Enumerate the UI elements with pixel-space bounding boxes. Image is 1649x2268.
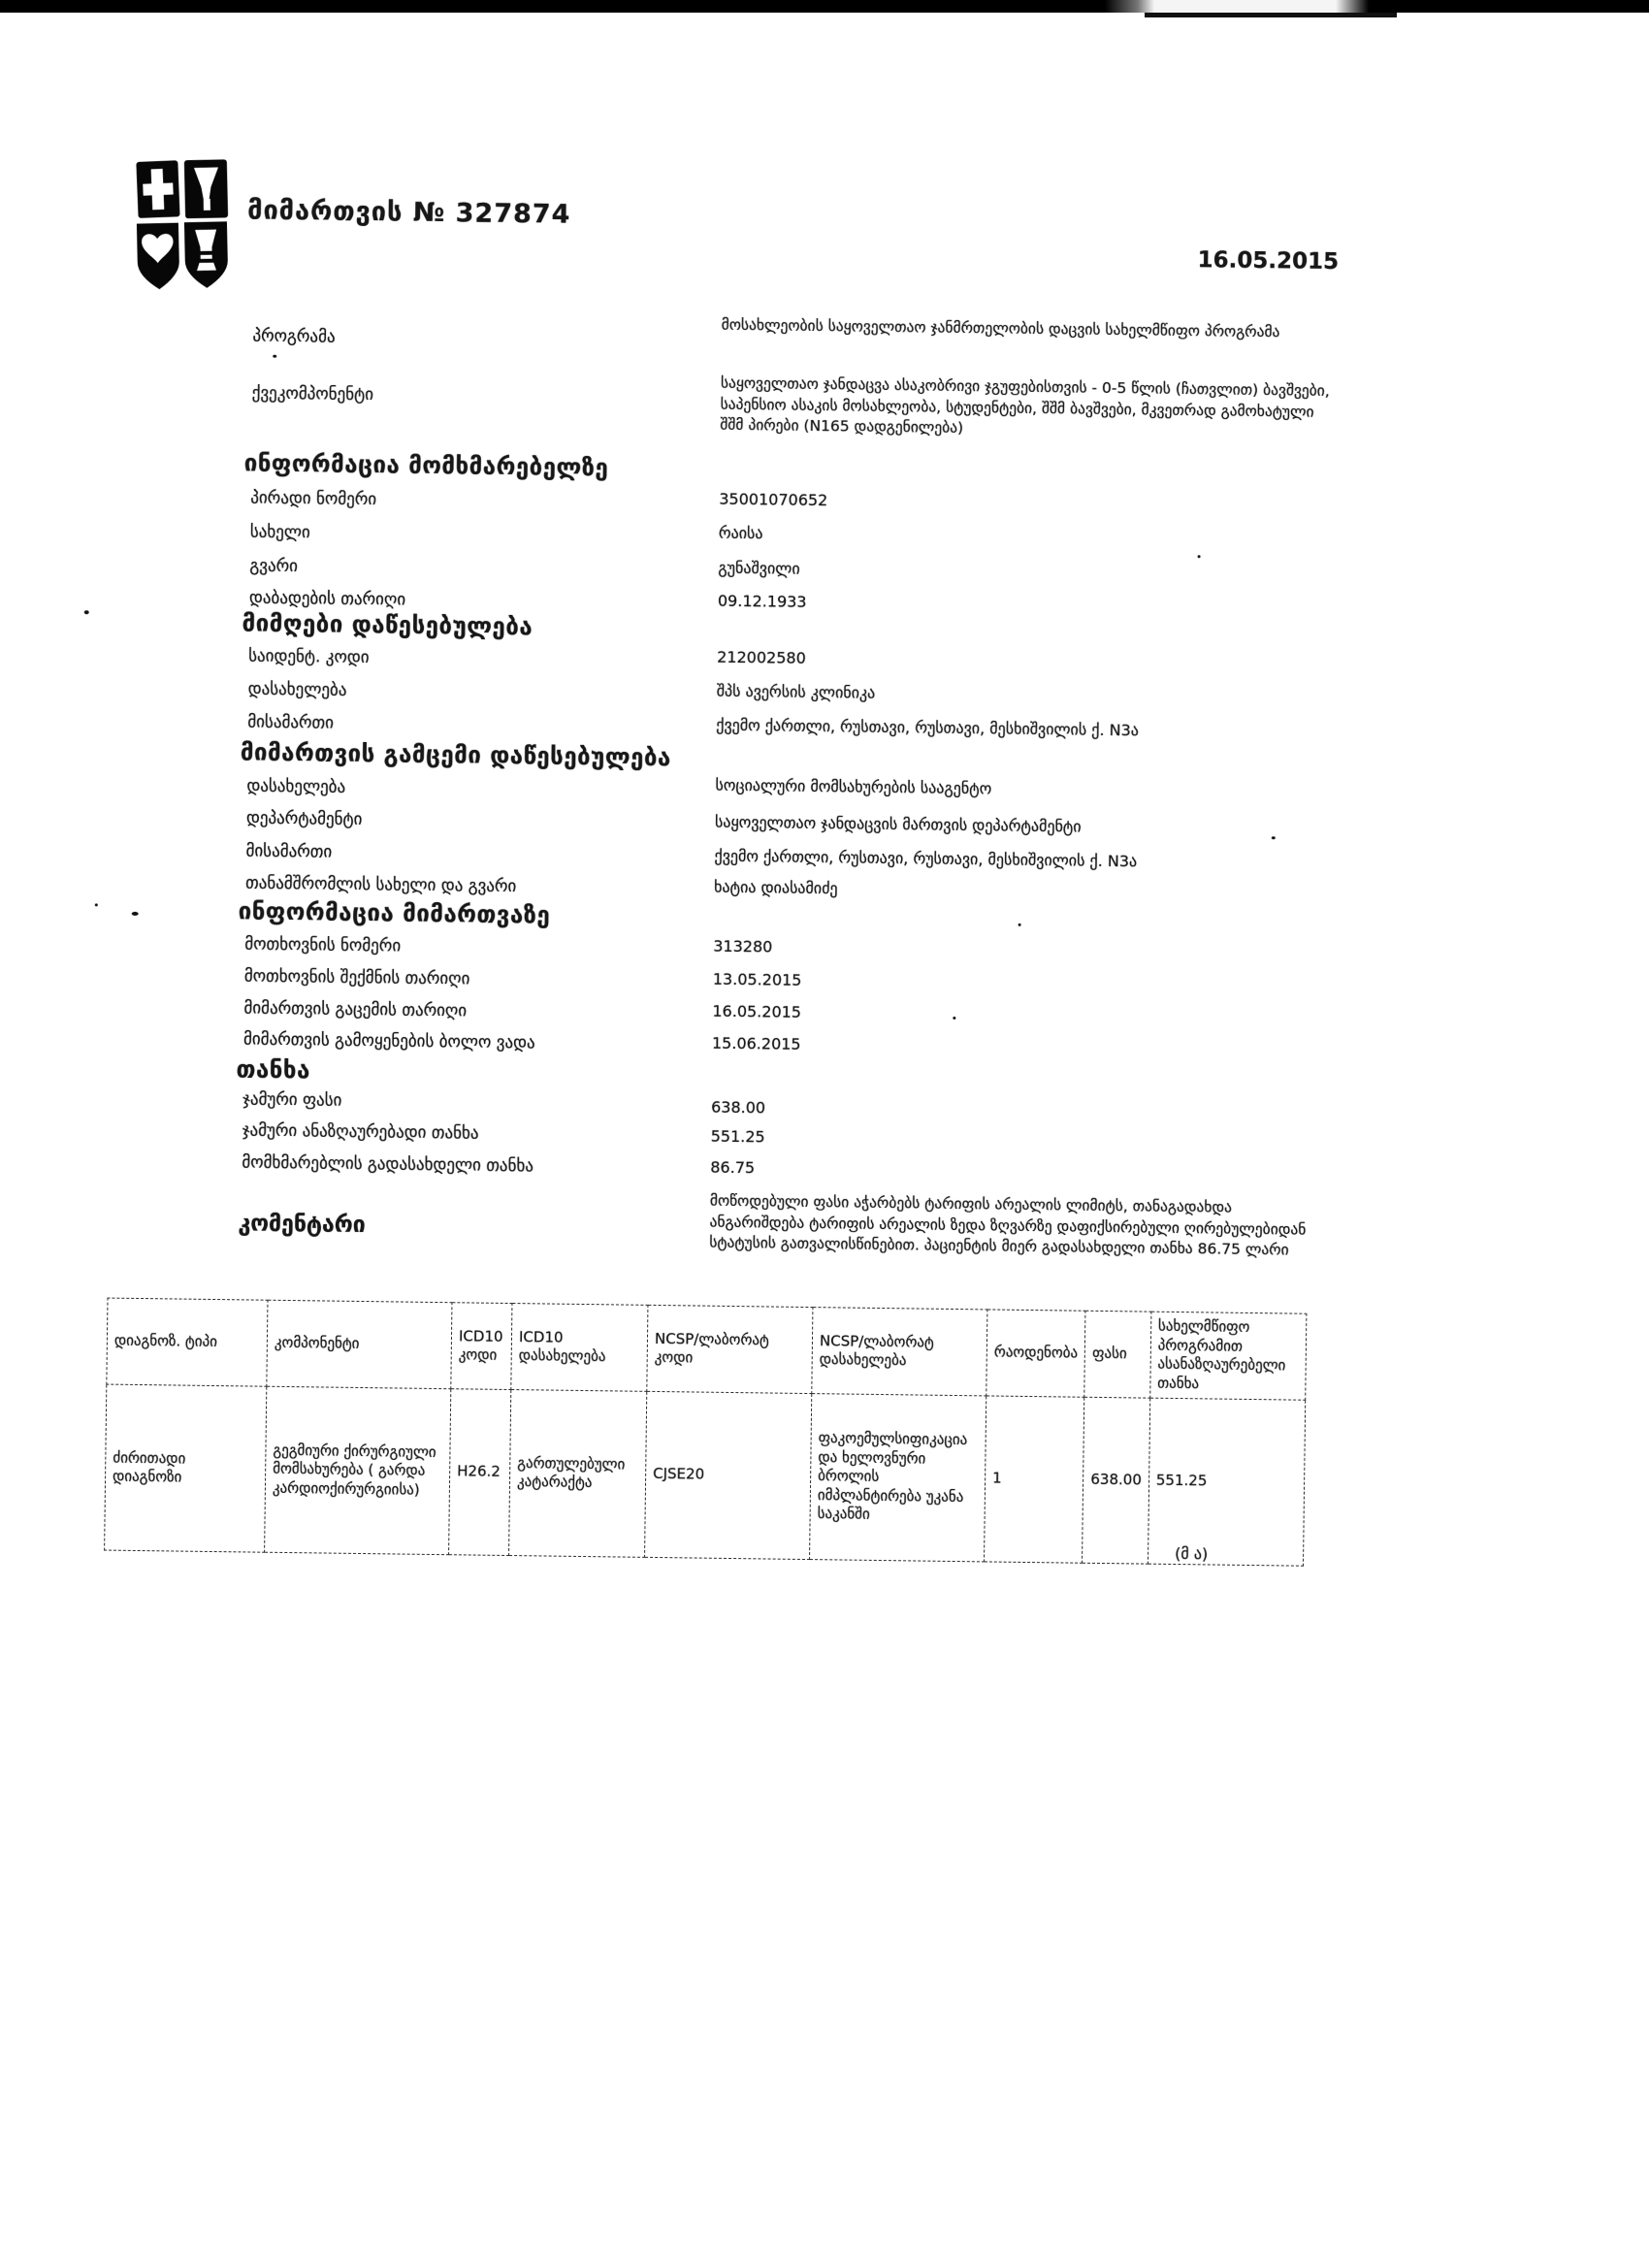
section-heading-amount: თანხა bbox=[236, 1055, 311, 1085]
field-label: დაბადების თარიღი bbox=[248, 588, 406, 610]
cell-icd10-name: გართულებული კატარაქტა bbox=[509, 1390, 647, 1558]
field-label: დასახელება bbox=[247, 679, 347, 700]
document-date: 16.05.2015 bbox=[1197, 247, 1340, 275]
scan-speck bbox=[132, 912, 139, 916]
col-icd10-name: ICD10 დასახელება bbox=[511, 1304, 648, 1392]
field-value: გუნაშვილი bbox=[718, 558, 800, 578]
col-diagnosis-type: დიაგნოზ. ტიპი bbox=[107, 1298, 268, 1386]
field-value: 551.25 bbox=[710, 1126, 765, 1147]
field-value: 16.05.2015 bbox=[712, 1001, 802, 1021]
table-header-row bbox=[107, 1298, 1307, 1400]
col-icd10-code: ICD10 კოდი bbox=[451, 1303, 512, 1390]
table-row bbox=[105, 1384, 1306, 1566]
field-value: 35001070652 bbox=[719, 489, 828, 510]
field-value: ქვემო ქართლი, რუსთავი, რუსთავი, მესხიშვილის ქ. N3ა bbox=[714, 846, 1138, 871]
field-label: სახელი bbox=[249, 522, 310, 543]
scan-speck bbox=[1018, 923, 1021, 926]
scan-speck bbox=[953, 1017, 955, 1020]
field-label: მოთხოვნის ნომერი bbox=[244, 934, 402, 956]
field-value: 86.75 bbox=[710, 1157, 756, 1178]
cell-ncsp-code: CJSE20 bbox=[645, 1391, 812, 1559]
field-label: მიმართვის გაცემის თარიღი bbox=[243, 998, 468, 1021]
footer-mark: (მ ა) bbox=[1175, 1543, 1209, 1564]
scan-speck bbox=[273, 355, 276, 358]
field-label: თანამშრომლის სახელი და გვარი bbox=[244, 873, 517, 897]
services-table bbox=[104, 1298, 1307, 1567]
comment-text: მოწოდებული ფასი აჭარბებს ტარიფის არეალის ლიმიტს, თანაგადახდა ანგარიშდება ტარიფის არეალის ზედა ზღვარზე დაფიქსირებული ღირებულებიდან სტატუსის გათვალისწინებით. პაციენტის მიერ გადასახდელი თანხა 86.75 ლარი bbox=[709, 1191, 1307, 1259]
program-value: მოსახლეობის საყოველთაო ჯანმრთელობის დაცვის სახელმწიფო პროგრამა bbox=[721, 315, 1280, 341]
field-value: ხატია დიასამიძე bbox=[713, 877, 838, 898]
cell-quantity: 1 bbox=[985, 1396, 1084, 1563]
field-label: საიდენტ. კოდი bbox=[248, 646, 370, 668]
document-title: მიმართვის № 327874 bbox=[246, 195, 571, 230]
field-label: მისამართი bbox=[247, 712, 335, 733]
quartered-shield-logo-icon bbox=[134, 157, 231, 296]
cell-state-reimbursed: 551.25 bbox=[1148, 1398, 1305, 1566]
field-label: პირადი ნომერი bbox=[250, 488, 377, 510]
field-label: ჯამური ანაზღაურებადი თანხა bbox=[242, 1120, 479, 1144]
field-value: 13.05.2015 bbox=[712, 969, 802, 989]
col-price: ფასი bbox=[1084, 1311, 1151, 1398]
cell-price: 638.00 bbox=[1083, 1397, 1150, 1564]
cell-icd10-code: H26.2 bbox=[449, 1389, 511, 1556]
subcomponent-value: საყოველთაო ჯანდაცვა ასაკობრივი ჯგუფებისთვის - 0-5 წლის (ჩათვლით) ბავშვები, საპენსიო ასაკის მოსახლეობა, სტუდენტები, შშმ ბავშვები, მკვეთრად გამოხატული შშმ პირები (N165 დადგენილება) bbox=[720, 373, 1330, 437]
scan-speck bbox=[1198, 555, 1201, 558]
scan-speck bbox=[84, 610, 89, 614]
program-label: პროგრამა bbox=[252, 326, 336, 347]
field-value: 212002580 bbox=[717, 647, 806, 667]
field-value: სოციალური მომსახურების სააგენტო bbox=[715, 775, 992, 798]
section-heading-referral-info: ინფორმაცია მიმართვაზე bbox=[238, 897, 551, 929]
field-label: დეპარტამენტი bbox=[245, 808, 363, 829]
scan-speck bbox=[1272, 836, 1276, 839]
col-quantity: რაოდენობა bbox=[986, 1310, 1085, 1397]
field-value: 15.06.2015 bbox=[711, 1033, 801, 1053]
cell-ncsp-name: ფაკოემულსიფიკაცია და ხელოვნური ბროლის იმპლანტირება უკანა საკანში bbox=[810, 1394, 986, 1562]
comment-label: კომენტარი bbox=[238, 1211, 366, 1239]
col-state-reimbursed: სახელმწიფო პროგრამით ასანაზღაურებელი თანხა bbox=[1149, 1312, 1306, 1400]
field-label: მიმართვის გამოყენების ბოლო ვადა bbox=[242, 1029, 535, 1053]
subcomponent-label: ქვეკომპონენტი bbox=[251, 383, 374, 405]
field-label: ჯამური ფასი bbox=[242, 1089, 342, 1111]
field-label: გვარი bbox=[249, 556, 299, 577]
cell-component: გეგმიური ქირურგიული მომსახურება ( გარდა კარდიოქირურგიისა) bbox=[265, 1386, 451, 1554]
field-value: რაისა bbox=[718, 523, 763, 543]
field-label: მისამართი bbox=[245, 841, 333, 862]
field-value: 313280 bbox=[713, 936, 773, 956]
scan-speck bbox=[95, 903, 98, 906]
field-value: 638.00 bbox=[711, 1097, 766, 1118]
field-value: შპს ავერსის კლინიკა bbox=[716, 681, 876, 702]
section-heading-issuing-institution: მიმართვის გამცემი დაწესებულება bbox=[240, 738, 671, 772]
field-label: მოთხოვნის შექმნის თარიღი bbox=[243, 966, 470, 989]
col-ncsp-name: NCSP/ლაბორატ დასახელება bbox=[812, 1308, 987, 1396]
cell-diagnosis-type: ძირითადი დიაგნოზი bbox=[105, 1384, 267, 1552]
field-label: მომხმარებლის გადასახდელი თანხა bbox=[242, 1152, 534, 1177]
field-value: 09.12.1933 bbox=[717, 591, 807, 611]
col-ncsp-code: NCSP/ლაბორატ კოდი bbox=[647, 1305, 813, 1393]
section-heading-consumer-info: ინფორმაცია მომხმარებელზე bbox=[243, 449, 609, 482]
section-heading-receiving-institution: მიმღები დაწესებულება bbox=[242, 609, 534, 641]
field-label: დასახელება bbox=[246, 776, 346, 797]
col-component: კომპონენტი bbox=[267, 1300, 452, 1388]
field-value: საყოველთაო ჯანდაცვის მართვის დეპარტამენტი bbox=[714, 812, 1082, 836]
field-value: ქვემო ქართლი, რუსთავი, რუსთავი, მესხიშვილის ქ. N3ა bbox=[716, 715, 1140, 740]
